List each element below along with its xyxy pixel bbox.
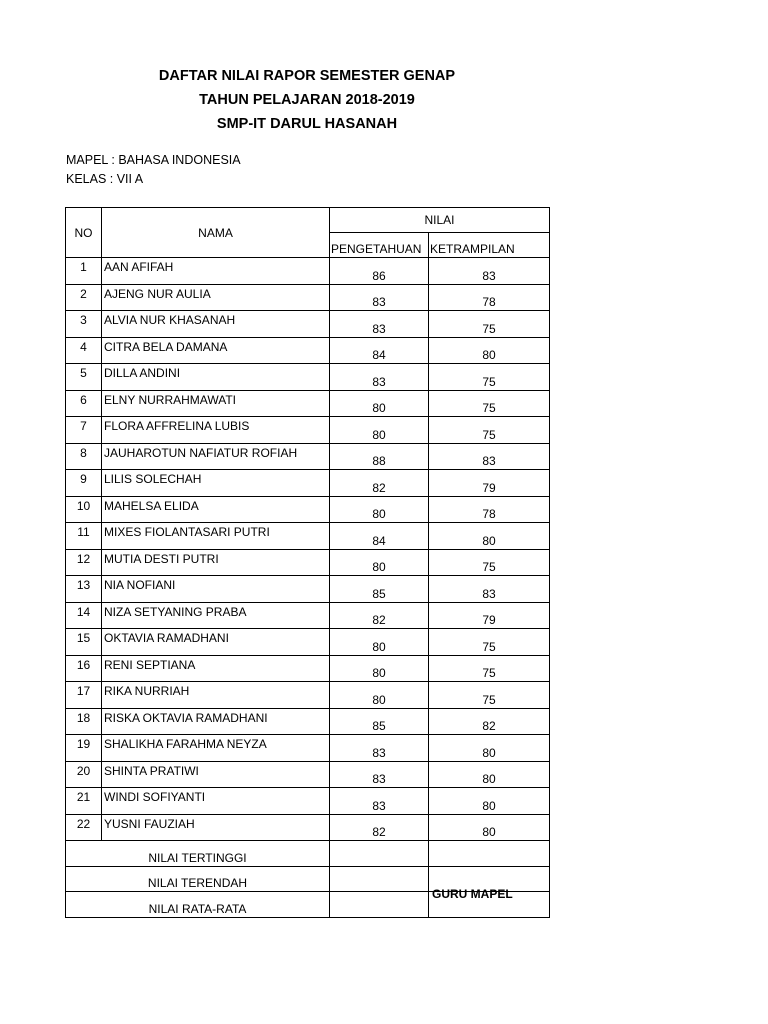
header-ketrampilan: KETRAMPILAN: [429, 233, 550, 258]
score-pengetahuan: 85: [330, 576, 429, 603]
score-ketrampilan: 83: [429, 443, 550, 470]
student-name: AAN AFIFAH: [102, 258, 330, 285]
summary-ketrampilan: [429, 841, 550, 867]
row-number: 7: [66, 417, 102, 444]
row-number: 10: [66, 496, 102, 523]
subject-label: MAPEL : BAHASA INDONESIA: [66, 153, 241, 167]
summary-pengetahuan: [330, 892, 429, 918]
summary-rows: [66, 841, 550, 918]
student-name: ALVIA NUR KHASANAH: [102, 311, 330, 338]
score-ketrampilan: 75: [429, 417, 550, 444]
score-ketrampilan: 82: [429, 708, 550, 735]
row-number: 22: [66, 814, 102, 841]
score-ketrampilan: 80: [429, 337, 550, 364]
table-row: [66, 549, 550, 576]
score-ketrampilan: 83: [429, 258, 550, 285]
table-row: [66, 576, 550, 603]
student-name: SHINTA PRATIWI: [102, 761, 330, 788]
score-pengetahuan: 88: [330, 443, 429, 470]
score-pengetahuan: 83: [330, 311, 429, 338]
table-row: [66, 337, 550, 364]
row-number: 1: [66, 258, 102, 285]
score-ketrampilan: 78: [429, 496, 550, 523]
table-row: [66, 761, 550, 788]
table-row: [66, 311, 550, 338]
document-title: DAFTAR NILAI RAPOR SEMESTER GENAP: [158, 68, 456, 84]
score-pengetahuan: 83: [330, 788, 429, 815]
row-number: 3: [66, 311, 102, 338]
score-pengetahuan: 80: [330, 629, 429, 656]
student-name: AJENG NUR AULIA: [102, 284, 330, 311]
table-row: [66, 284, 550, 311]
student-name: MIXES FIOLANTASARI PUTRI: [102, 523, 330, 550]
summary-label: NILAI TERTINGGI: [66, 841, 330, 867]
score-pengetahuan: 84: [330, 523, 429, 550]
academic-year: TAHUN PELAJARAN 2018-2019: [199, 92, 415, 108]
row-number: 12: [66, 549, 102, 576]
row-number: 13: [66, 576, 102, 603]
score-ketrampilan: 79: [429, 602, 550, 629]
table-row: [66, 417, 550, 444]
table-row: [66, 496, 550, 523]
score-ketrampilan: 80: [429, 523, 550, 550]
header-nilai: NILAI: [330, 208, 550, 233]
table-row: [66, 258, 550, 285]
table-row: [66, 735, 550, 762]
row-number: 21: [66, 788, 102, 815]
student-name: NIA NOFIANI: [102, 576, 330, 603]
header-pengetahuan: PENGETAHUAN: [330, 233, 429, 258]
header-no: NO: [66, 208, 102, 258]
row-number: 18: [66, 708, 102, 735]
row-number: 19: [66, 735, 102, 762]
table-row: [66, 629, 550, 656]
score-pengetahuan: 83: [330, 364, 429, 391]
score-pengetahuan: 83: [330, 735, 429, 762]
score-pengetahuan: 82: [330, 814, 429, 841]
table-row: [66, 814, 550, 841]
class-label: KELAS : VII A: [66, 172, 144, 186]
score-pengetahuan: 83: [330, 761, 429, 788]
grades-table: [65, 207, 550, 918]
student-name: RIKA NURRIAH: [102, 682, 330, 709]
table-row: [66, 443, 550, 470]
score-pengetahuan: 84: [330, 337, 429, 364]
row-number: 20: [66, 761, 102, 788]
row-number: 14: [66, 602, 102, 629]
student-name: YUSNI FAUZIAH: [102, 814, 330, 841]
student-name: WINDI SOFIYANTI: [102, 788, 330, 815]
score-pengetahuan: 86: [330, 258, 429, 285]
table-row: [66, 708, 550, 735]
score-pengetahuan: 80: [330, 417, 429, 444]
row-number: 11: [66, 523, 102, 550]
student-name: MAHELSA ELIDA: [102, 496, 330, 523]
summary-label: NILAI TERENDAH: [66, 866, 330, 892]
table-row: [66, 390, 550, 417]
table-row: [66, 523, 550, 550]
score-ketrampilan: 75: [429, 311, 550, 338]
score-ketrampilan: 79: [429, 470, 550, 497]
table-row: [66, 655, 550, 682]
row-number: 17: [66, 682, 102, 709]
score-pengetahuan: 80: [330, 655, 429, 682]
table-row: [66, 602, 550, 629]
row-number: 5: [66, 364, 102, 391]
student-name: OKTAVIA RAMADHANI: [102, 629, 330, 656]
score-ketrampilan: 80: [429, 735, 550, 762]
score-ketrampilan: 75: [429, 549, 550, 576]
student-name: NIZA SETYANING PRABA: [102, 602, 330, 629]
row-number: 15: [66, 629, 102, 656]
row-number: 2: [66, 284, 102, 311]
score-ketrampilan: 75: [429, 655, 550, 682]
score-pengetahuan: 80: [330, 549, 429, 576]
teacher-signature-label: GURU MAPEL: [432, 887, 513, 901]
row-number: 9: [66, 470, 102, 497]
summary-pengetahuan: [330, 841, 429, 867]
score-pengetahuan: 83: [330, 284, 429, 311]
score-ketrampilan: 75: [429, 629, 550, 656]
table-row: [66, 682, 550, 709]
student-name: ELNY NURRAHMAWATI: [102, 390, 330, 417]
score-ketrampilan: 80: [429, 788, 550, 815]
score-ketrampilan: 83: [429, 576, 550, 603]
student-name: JAUHAROTUN NAFIATUR ROFIAH: [102, 443, 330, 470]
student-rows: [66, 258, 550, 841]
student-name: CITRA BELA DAMANA: [102, 337, 330, 364]
table-row: [66, 470, 550, 497]
score-pengetahuan: 80: [330, 496, 429, 523]
summary-row: [66, 841, 550, 867]
header-nama: NAMA: [102, 208, 330, 258]
score-ketrampilan: 80: [429, 814, 550, 841]
row-number: 8: [66, 443, 102, 470]
student-name: SHALIKHA FARAHMA NEYZA: [102, 735, 330, 762]
score-ketrampilan: 75: [429, 682, 550, 709]
student-name: DILLA ANDINI: [102, 364, 330, 391]
student-name: FLORA AFFRELINA LUBIS: [102, 417, 330, 444]
score-pengetahuan: 85: [330, 708, 429, 735]
row-number: 6: [66, 390, 102, 417]
score-pengetahuan: 80: [330, 390, 429, 417]
score-pengetahuan: 82: [330, 602, 429, 629]
table-row: [66, 788, 550, 815]
table-row: [66, 364, 550, 391]
score-ketrampilan: 80: [429, 761, 550, 788]
row-number: 4: [66, 337, 102, 364]
score-ketrampilan: 75: [429, 364, 550, 391]
score-pengetahuan: 80: [330, 682, 429, 709]
student-name: MUTIA DESTI PUTRI: [102, 549, 330, 576]
school-name: SMP-IT DARUL HASANAH: [216, 116, 398, 132]
student-name: RISKA OKTAVIA RAMADHANI: [102, 708, 330, 735]
student-name: RENI SEPTIANA: [102, 655, 330, 682]
summary-label: NILAI RATA-RATA: [66, 892, 330, 918]
row-number: 16: [66, 655, 102, 682]
summary-pengetahuan: [330, 866, 429, 892]
score-ketrampilan: 75: [429, 390, 550, 417]
score-pengetahuan: 82: [330, 470, 429, 497]
score-ketrampilan: 78: [429, 284, 550, 311]
student-name: LILIS SOLECHAH: [102, 470, 330, 497]
